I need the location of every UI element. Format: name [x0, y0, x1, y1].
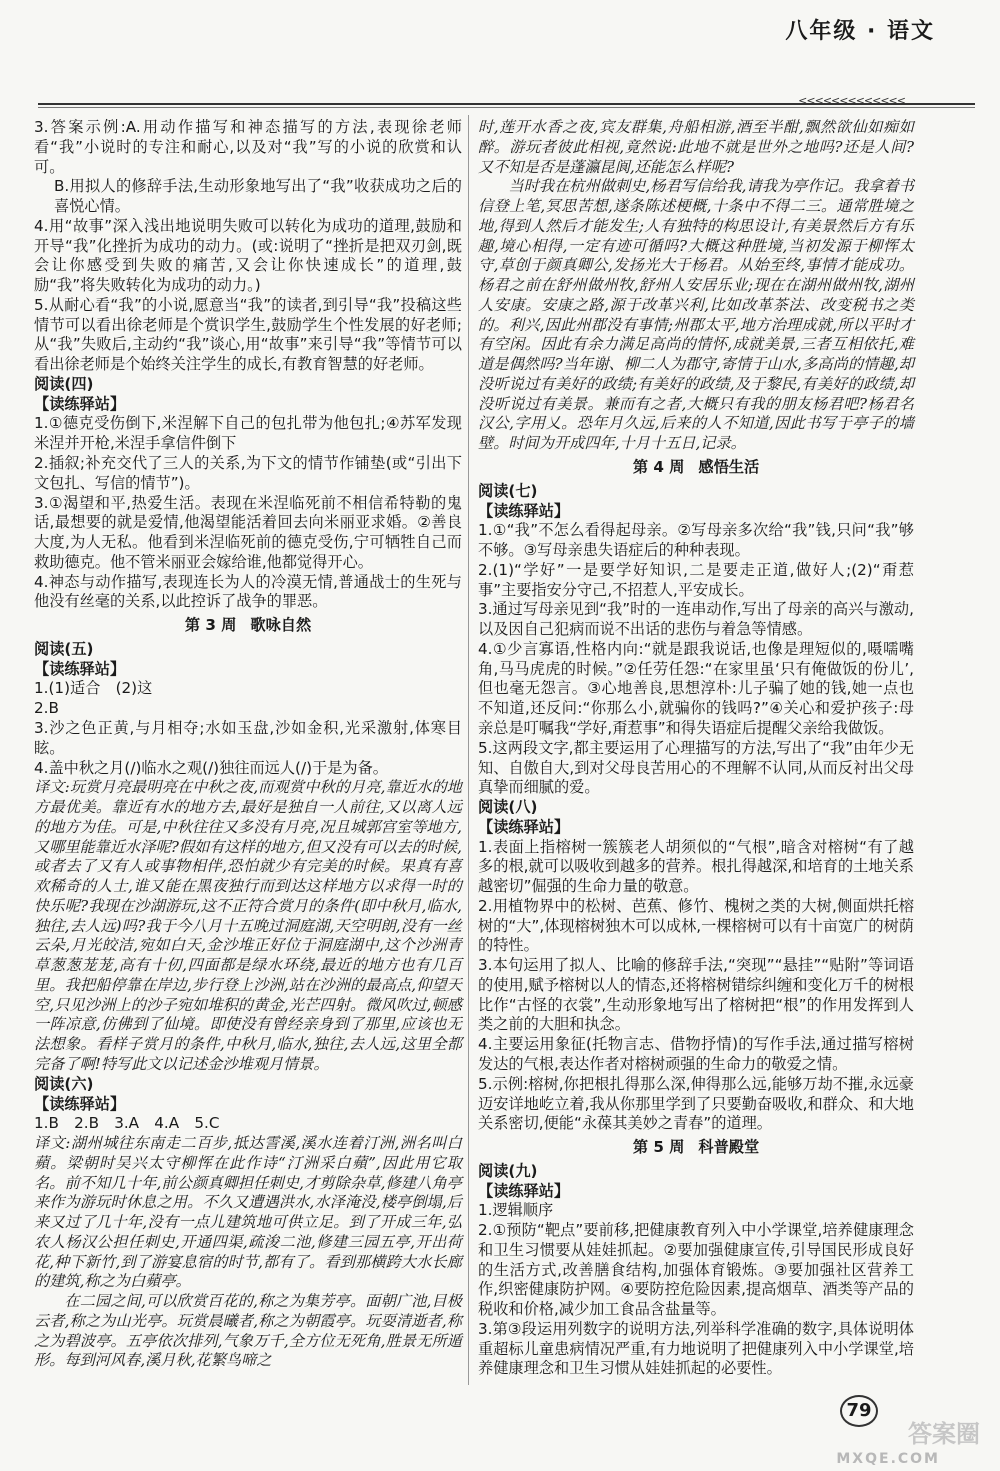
right-column — [478, 118, 914, 1379]
reading9-title: 阅读(九) — [478, 1161, 538, 1180]
week3-number: 第 3 周 — [184, 616, 237, 635]
reading4-title: 阅读(四) — [34, 374, 94, 393]
reading7-label: 【读练驿站】 — [478, 501, 570, 520]
reading5-answer-4: 4.盖中秋之月(/)临水之观(/)独往而远人(/)于是为备。 — [34, 758, 388, 777]
reading7-answer-5: 5.这两段文字,都主要运用了心理描写的方法,写出了“我”由年少无知、自傲自大,到对父母良苦用心的不理解不认同,从而反衬出父母真挚而细腻的爱。 — [478, 738, 914, 797]
reading6-title: 阅读(六) — [34, 1074, 94, 1093]
watermark-logo: 答案圈 — [908, 1420, 980, 1448]
week5-theme: 科普殿堂 — [698, 1138, 760, 1157]
week3-theme: 歌咏自然 — [250, 616, 312, 635]
reading5-title: 阅读(五) — [34, 639, 94, 658]
reading9-label: 【读练驿站】 — [478, 1181, 570, 1200]
week4-heading — [478, 458, 914, 478]
reading6-label: 【读练驿站】 — [34, 1094, 126, 1113]
answer-4: 4.用“故事”深入浅出地说明失败可以转化为成功的道理,鼓励和开导“我”化挫折为成功的动力。(或:说明了“挫折是把双刃剑,既会让你感受到失败的痛苦,又会让你快速成长”的道理,鼓励“我”将失败转化为成功的动力。) — [34, 216, 462, 295]
reading7-answer-1: 1.①“我”不怎么看得起母亲。②写母亲多次给“我”钱,只问“我”够不够。③写母亲患失语症后的种种表现。 — [478, 521, 914, 560]
reading5-label: 【读练驿站】 — [34, 659, 126, 678]
watermark-url: MXQE.COM — [836, 1451, 940, 1467]
reading5-answer-3: 3.沙之色正黄,与月相夺;水如玉盘,沙如金积,光采激射,体寒目眩。 — [34, 718, 462, 757]
reading4-answer-4: 4.神态与动作描写,表现连长为人的冷漠无情,普通战士的生死与他没有丝毫的关系,以此控诉了战争的罪恶。 — [34, 572, 462, 611]
reading4-answer-3: 3.①渴望和平,热爱生活。表现在米涅临死前不相信希特勒的鬼话,最想要的就是爱情,他渴望能活着回去向米丽亚求婚。②善良大度,为人无私。他看到米涅临死前的德克受伤,宁可牺牲自己而救助德克。他不管米丽亚会嫁给谁,他都觉得开心。 — [34, 493, 462, 571]
reading8-answer-5: 5.示例:榕树,你把根扎得那么深,伸得那么远,能够万劫不摧,永远豪迈安详地屹立着,我从你那里学到了只要勤奋吸收,和群众、和大地关系密切,便能“永葆其美妙之青春”的道理。 — [478, 1074, 914, 1133]
week5-number: 第 5 周 — [632, 1138, 685, 1157]
reading4-answer-1: 1.①德克受伤倒下,米涅解下自己的包扎带为他包扎;④苏军发现米涅并开枪,米涅手拿信件倒下 — [34, 414, 462, 453]
reading6-translation: 译文:湖州城往东南走二百步,抵达霅溪,溪水连着汀洲,洲名叫白蘋。梁朝时吴兴太守柳恽在此作诗“汀洲采白蘋”,因此用它取名。前不知几十年,前公颜真卿担任刺史,才剪除杂草,修建八角亭来作为游玩时休息之用。不久又遭遇洪水,水泽淹没,楼亭倒塌,后来又过了几十年,没有一点儿建筑地可供立足。到了开成三年,弘农人杨汉公担任刺史,开通四渠,疏浚二池,修建三园五亭,开出荷花,种下新竹,到了游宴息宿的时节,都有了。看到那横跨大水长廊的建筑,称之为白蘋亭。 — [34, 1134, 462, 1291]
reading5-translation: 译文:玩赏月亮最明亮在中秋之夜,而观赏中秋的月亮,靠近水的地方最优美。靠近有水的地方去,最好是独自一人前往,又以离人远的地方为佳。可是,中秋往往又多没有月亮,况且城郭宫室等地方,又哪里能靠近水泽呢?假如有这样的地方,但又没有可以去的时候,或者去了又有人或事物相伴,恐怕就少有完美的时候。果真有喜欢稀奇的人士,谁又能在黑夜独行而到达这样地方以求得一时的快乐呢?我现在沙湖游玩,这不正符合赏月的条件(即中秋月,临水,独往,去人远)吗?我于今八月十五晚过洞庭湖,天空明朗,没有一丝云朵,月光皎洁,宛如白天,金沙堆正好位于洞庭湖中,这个沙洲青草葱葱茏茏,高有十仞,四面都是绿水环绕,最近的地方也有几百里。我把船停靠在岸边,步行登上沙洲,站在沙洲的最高点,仰望天空,只见沙洲上的沙子宛如堆积的黄金,光芒四射。微风吹过,顿感一阵凉意,仿佛到了仙境。即使没有曾经亲身到了那里,应该也无法想象。看样子赏月的条件,中秋月,临水,独往,去人远,这里全都完备了啊!特写此文以记述金沙堆观月情景。 — [34, 778, 462, 1073]
page-header — [30, 8, 975, 107]
reading8-answer-4: 4.主要运用象征(托物言志、借物抒情)的写作手法,通过描写榕树发达的气根,表达作者对榕树顽强的生命力的敬爱之情。 — [478, 1035, 914, 1073]
reading7-answer-2: 2.(1)“学好”一是要学好知识,二是要走正道,做好人;(2)“甭惹事”主要指安分守己,不招惹人,平安成长。 — [478, 560, 914, 599]
header-rule — [38, 103, 975, 105]
reading7-answer-3: 3.通过写母亲见到“我”时的一连串动作,写出了母亲的高兴与激动,以及因自己犯病而说不出话的悲伤与着急等情感。 — [478, 600, 914, 639]
reading8-answer-2: 2.用植物界中的松树、芭蕉、修竹、槐树之类的大树,侧面烘托榕树的“大”,体现榕树独木可以成林,一棵榕树可以有十亩宽广的树荫的特性。 — [478, 896, 914, 955]
left-column — [34, 118, 462, 1371]
answer-3: 3.答案示例:A.用动作描写和神态描写的方法,表现徐老师看“我”小说时的专注和耐心,以及对“我”写的小说的欣赏和认可。 — [34, 118, 462, 176]
week4-theme: 感悟生活 — [698, 458, 760, 477]
reading8-label: 【读练驿站】 — [478, 817, 570, 836]
reading8-title: 阅读(八) — [478, 798, 538, 817]
reading5-answer-2: 2.B — [34, 699, 59, 718]
answer-5: 5.从耐心看“我”的小说,愿意当“我”的读者,到引导“我”投稿这些情节可以看出徐老师是个赏识学生,鼓励学生个性发展的好老师;从“我”失败后,主动约“我”谈心,用“故事”来引导“我”等情节可以看出徐老师是个始终关注学生的成长,有教育智慧的好老师。 — [34, 295, 462, 374]
reading9-answer-2: 2.①预防“靶点”要前移,把健康教育列入中小学课堂,培养健康理念和卫生习惯要从娃娃抓起。②要加强健康宣传,引导国民形成良好的生活方式,改善膳食结构,加强体育锻炼。③要加强社区营养工作,织密健康防护网。④要防控危险因素,提高烟草、酒类等产品的税收和价格,减少加工食品含盐量等。 — [478, 1221, 914, 1319]
translation-continued-2: 当时我在杭州做刺史,杨君写信给我,请我为亭作记。我拿着书信登上笔,冥思苦想,遂条陈述梗概,十条中不得二三。通常胜境之地,得到人然后才能发生;人有独特的构思设计,有美景然后方有乐趣,境心相得,一定有迹可循吗?大概这种胜境,当初发源于柳恽太守,草创于颜真卿公,发扬光大于杨君。从始至终,事情才能成功。杨君之前在舒州做州牧,舒州人安居乐业;现在在湖州做州牧,湖州人安康。安康之路,源于改革兴利,比如改革茶法、改变税书之类的。利兴,因此州郡没有事情;州郡太平,地方治理成就,所以平时才有空闲。因此有余力满足高尚的情怀,成就美景,三者互相依托,难道是偶然吗?当年谢、柳二人为郡守,寄情于山水,多高尚的情趣,却没听说过有美好的政绩;有美好的政绩,及于黎民,有美好的政绩,却没听说过有美景。兼而有之者,大概只有我的朋友杨君吧?杨君名汉公,字用乂。恐年月久远,后来的人不知道,因此书写于亭子的墙壁。时间为开成四年,十月十五日,记录。 — [478, 177, 914, 453]
reading9-answer-1: 1.逻辑顺序 — [478, 1201, 554, 1220]
week5-heading — [478, 1138, 914, 1158]
page-number: 79 — [840, 1395, 878, 1427]
week3-heading — [34, 616, 462, 636]
reading7-title: 阅读(七) — [478, 481, 538, 500]
reading6-translation-b: 在二园之间,可以欣赏百花的,称之为集芳亭。面朝广池,目极云者,称之为山光亭。玩赏晨曦者,称之为朝霞亭。玩耍清逝者,称之为碧波亭。五亭依次排列,气象万千,全方位无死角,胜景无所遁形。每到河风春,溪月秋,花繁鸟啼之 — [34, 1292, 462, 1370]
reading9-answer-3: 3.第③段运用列数字的说明方法,列举科学准确的数字,具体说明体重超标儿童患病情况严重,有力地说明了把健康列入中小学课堂,培养健康理念和卫生习惯从娃娃抓起的必要性。 — [478, 1319, 914, 1378]
reading4-answer-2: 2.插叙;补充交代了三人的关系,为下文的情节作铺垫(或“引出下文包扎、写信的情节”)。 — [34, 454, 462, 492]
reading8-answer-3: 3.本句运用了拟人、比喻的修辞手法,“突现”“悬挂”“贴附”等词语的使用,赋予榕树以人的情态,还将榕树错综纠缠和变化万千的树根比作“古怪的衣裳”,生动形象地写出了榕树把“根”的作用发挥到人类之前的大胆和执念。 — [478, 956, 914, 1034]
column-divider — [468, 115, 469, 1385]
translation-continued: 时,莲开水香之夜,宾友群集,舟船相游,酒至半酣,飘然欲仙如痴如醉。游玩者彼此相视,竟然说:此地不就是世外之地吗?还是人间?又不知是否是蓬瀛昆阆,还能怎么样呢? — [478, 118, 914, 176]
week4-number: 第 4 周 — [632, 458, 685, 477]
chevron-decoration-icon: <<<<<<<<<<<<< — [798, 94, 905, 107]
grade-subject-title: 八年级 · 语文 — [785, 19, 935, 44]
reading4-label: 【读练驿站】 — [34, 394, 126, 413]
reading6-answers: 1.B 2.B 3.A 4.A 5.C — [34, 1114, 220, 1133]
answer-3b: B.用拟人的修辞手法,生动形象地写出了“我”收获成功之后的喜悦心情。 — [54, 177, 462, 216]
reading8-answer-1: 1.表面上指榕树一簇簇老人胡须似的“气根”,暗含对榕树“有了越多的根,就可以吸收到越多的营养。根扎得越深,和培育的土地关系越密切”倔强的生命力量的敬意。 — [478, 837, 914, 896]
reading5-answer-1: 1.(1)适合 (2)这 — [34, 679, 153, 698]
header-rule-thin — [38, 107, 975, 108]
reading7-answer-4: 4.①少言寡语,性格内向:“就是跟我说话,也像是理短似的,嗫嚅嘴角,马马虎虎的时候。”②任劳任怨:“在家里虽‘只有俺做饭的份儿’,但也毫无怨言。③心地善良,思想淳朴:儿子骗了她的钱,她一点也不知道,还反问:“你那么小,就骗你的钱吗?”④关心和爱护孩子:母亲总是叮嘱我“学好,甭惹事”和得失语症后提醒父亲给我做饭。 — [478, 639, 914, 737]
